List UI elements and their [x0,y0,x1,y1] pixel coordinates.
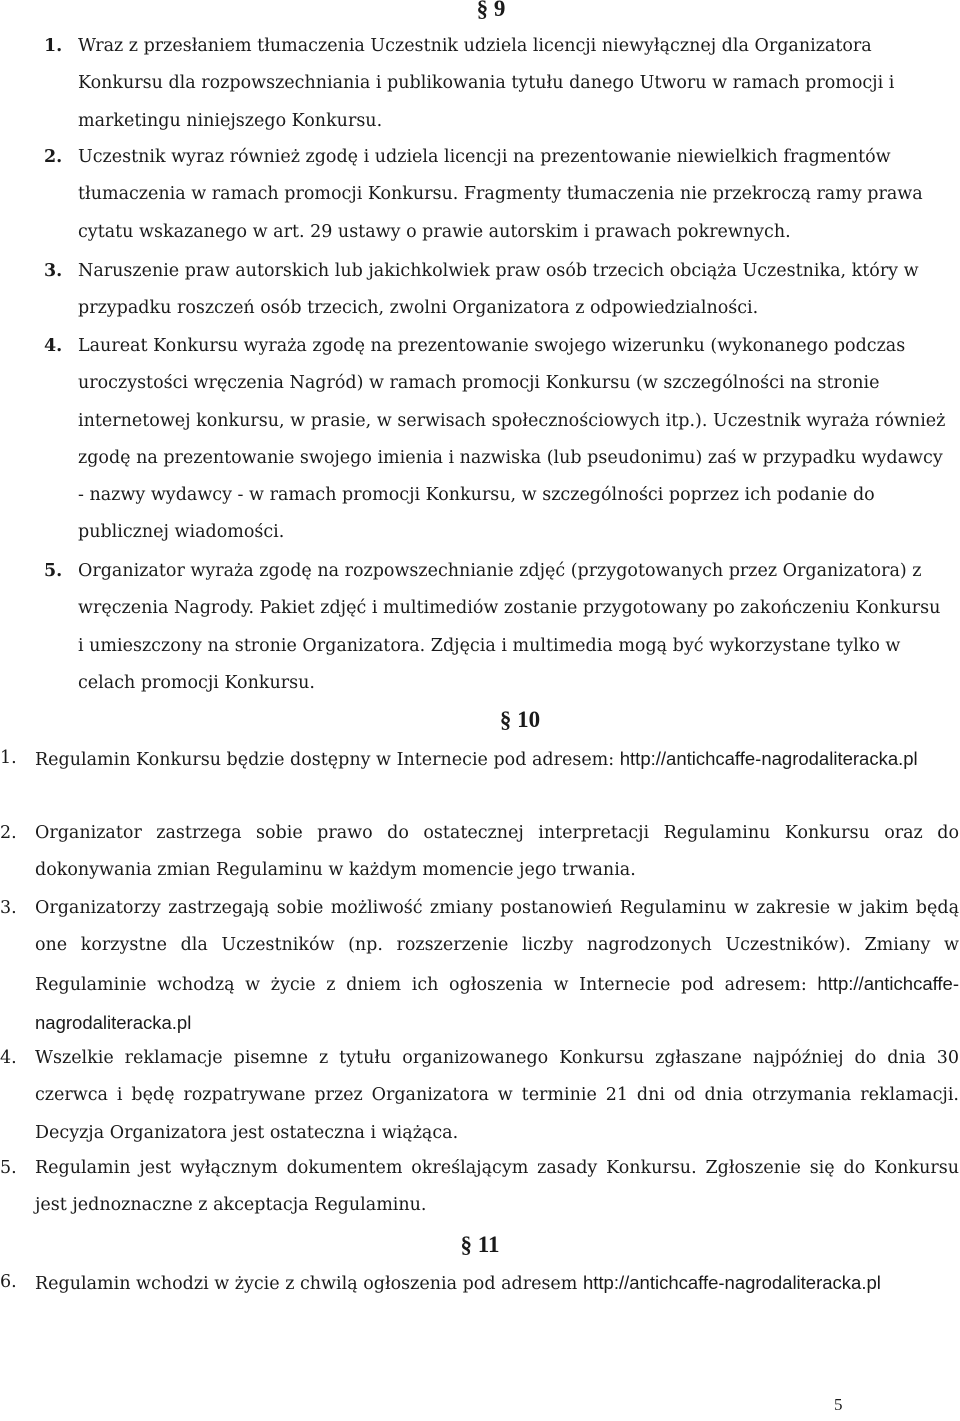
item-text: Laureat Konkursu wyraża zgodę na prezentowanie swojego wizerunku (wykonanego podczas uroczystości wręczenia Nagród) w ramach promocji Konkursu (w szczególności na stronie internetowej konkursu, w prasie, w serwisach społecznościowych itp.). Uczestnik wyraża również zgodę na prezentowanie swojego imienia i nazwiska (lub pseudonimu) zaś w przypadku wydawcy - nazwy wydawcy - w ramach promocji Konkursu, w szczególności poprzez ich podanie do publicznej wiadomości. [78,336,946,543]
item-text: Regulamin jest wyłącznym dokumentem określającym zasady Konkursu. Zgłoszenie się do Konkursu jest jednoznaczne z akceptacja Regulaminu. [35,1158,959,1216]
item-number: 1. [0,748,17,768]
item-number: 2. [44,147,63,167]
page-number: 5 [834,1395,843,1414]
item-number: 1. [44,36,63,56]
item-number: 4. [44,336,63,356]
section-heading-10: § 10 [499,707,541,732]
item-text [35,740,959,779]
item-text [35,890,959,1043]
item-text-body: Regulamin wchodzi w życie z chwilą ogłoszenia pod adresem [35,1274,578,1294]
item-number: 6. [0,1272,17,1292]
item-text: Wraz z przesłaniem tłumaczenia Uczestnik udziela licencji niewyłącznej dla Organizatora Konkursu dla rozpowszechniania i publikowania tytułu danego Utworu w ramach promocji i marketingu niniejszego Konkursu. [78,36,895,131]
item-number: 4. [0,1048,17,1068]
item-text: Uczestnik wyraz również zgodę i udziela licencji na prezentowanie niewielkich fragmentów tłumaczenia w ramach promocji Konkursu. Fragmenty tłumaczenia nie przekroczą ramy prawa cytatu wskazanego w art. 29 ustawy o prawie autorskim i prawach pokrewnych. [78,147,923,242]
regulamin-url: http://antichcaffe-nagrodaliteracka.pl [35,972,959,1033]
item-number: 3. [44,261,63,281]
item-text: Wszelkie reklamacje pisemne z tytułu organizowanego Konkursu zgłaszane najpóźniej do dnia 30 czerwca i będę rozpatrywane przez Organizatora w terminie 21 dni od dnia otrzymania reklamacji. Decyzja Organizatora jest ostateczna i wiążąca. [35,1048,959,1143]
item-number: 5. [0,1158,17,1178]
item-text: Naruszenie praw autorskich lub jakichkolwiek praw osób trzecich obciąża Uczestnika, który w przypadku roszczeń osób trzecich, zwolni Organizatora z odpowiedzialności. [78,261,919,319]
item-text [35,1264,959,1303]
item-number: 3. [0,898,17,918]
item-text-body: Regulamin Konkursu będzie dostępny w Internecie pod adresem: [35,750,615,770]
item-text: Organizator wyraża zgodę na rozpowszechnianie zdjęć (przygotowanych przez Organizatora) z wręczenia Nagrody. Pakiet zdjęć i multimediów zostanie przygotowany po zakończeniu Konkursu i umieszczony na stronie Organizatora. Zdjęcia i multimedia mogą być wykorzystane tylko w celach promocji Konkursu. [78,561,941,693]
regulamin-url: http://antichcaffe-nagrodaliteracka.pl [582,1272,881,1293]
regulamin-url: http://antichcaffe-nagrodaliteracka.pl [619,748,918,769]
item-text: Organizator zastrzega sobie prawo do ostatecznej interpretacji Regulaminu Konkursu oraz do dokonywania zmian Regulaminu w każdym momencie jego trwania. [35,823,959,881]
item-text-body: Organizatorzy zastrzegają sobie możliwość zmiany postanowień Regulaminu w zakresie w jakim będą one korzystne dla Uczestników (np. rozszerzenie liczby nagrodzonych Uczestników). Zmiany w Regulaminie wchodzą w życie z dniem ich ogłoszenia w Internecie pod adresem: [35,898,959,995]
item-number: 2. [0,823,17,843]
section-heading-9: § 9 [476,0,506,21]
section-heading-11: § 11 [460,1232,500,1257]
item-number: 5. [44,561,63,581]
